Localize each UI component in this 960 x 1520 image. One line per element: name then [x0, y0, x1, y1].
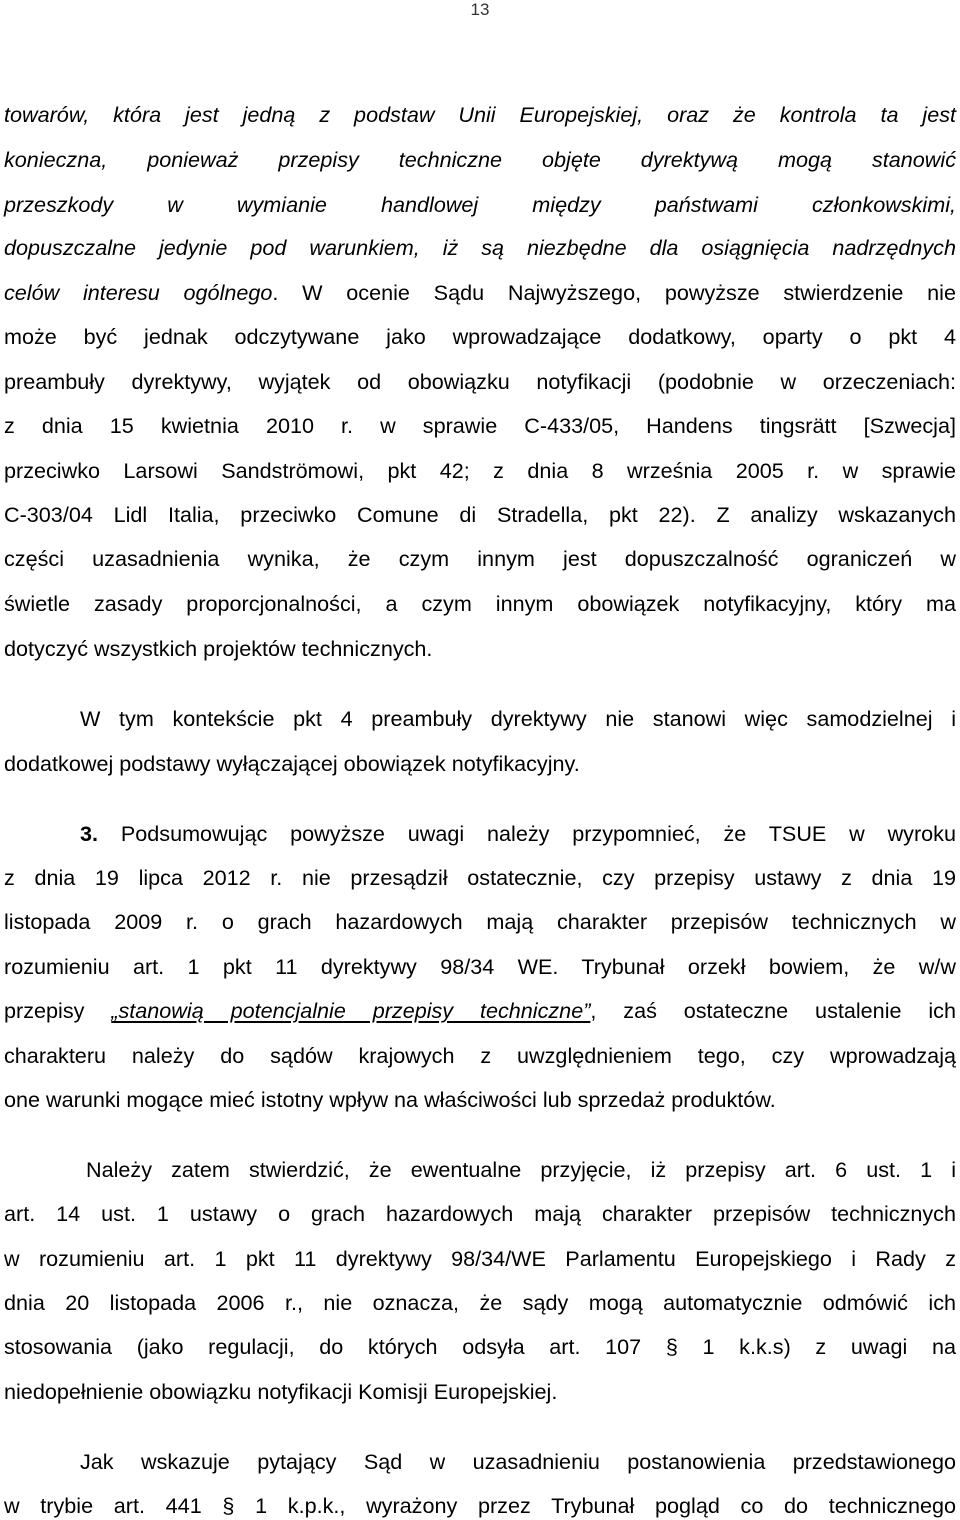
paragraph-4-line [4, 1335, 956, 1359]
paragraph-3-line [4, 955, 956, 979]
paragraph-1-line [4, 370, 956, 394]
text-run: przeciwko Larsowi Sandströmowi, pkt 42; z dnia 8 września 2005 r. w sprawie [4, 458, 956, 483]
text-run: Należy zatem stwierdzić, że ewentualne przyjęcie, iż przepisy art. 6 ust. 1 i [86, 1157, 956, 1182]
text-run: art. 14 ust. 1 ustawy o grach hazardowych mają charakter przepisów technicznych [4, 1201, 956, 1226]
paragraph-1-line [4, 281, 956, 305]
text-run: rozumieniu art. 1 pkt 11 dyrektywy 98/34 WE. Trybunał orzekł bowiem, że w/w [4, 954, 956, 979]
text-run: z dnia 19 lipca 2012 r. nie przesądził ostatecznie, czy przepisy ustawy z dnia 19 [4, 865, 956, 890]
paragraph-3-line [4, 1044, 956, 1068]
text-run: dopuszczalne jedynie pod warunkiem, iż są niezbędne dla osiągnięcia nadrzędnych [4, 235, 956, 260]
paragraph-4-line [4, 1202, 956, 1226]
text-run: . W ocenie Sądu Najwyższego, powyższe stwierdzenie nie [272, 280, 956, 305]
page-number: 13 [470, 0, 490, 19]
text-run: towarów, która jest jedną z podstaw Unii Europejskiej, oraz że kontrola ta jest [4, 102, 956, 127]
paragraph-4-line [86, 1158, 956, 1182]
text-run: , zaś ostateczne ustalenie ich [590, 998, 956, 1023]
text-run: Jak wskazuje pytający Sąd w uzasadnieniu postanowienia przedstawionego [80, 1449, 956, 1474]
text-run: dnia 20 listopada 2006 r., nie oznacza, że sądy mogą automatycznie odmówić ich [4, 1290, 956, 1315]
paragraph-1-line [4, 325, 956, 349]
text-run: przepisy [4, 998, 112, 1023]
paragraph-1-line [4, 148, 956, 172]
text-run: stosowania (jako regulacji, do których odsyła art. 107 § 1 k.k.s) z uwagi na [4, 1334, 956, 1359]
paragraph-3-line [4, 999, 956, 1023]
paragraph-1-line [4, 547, 956, 571]
paragraph-5-line [80, 1450, 956, 1474]
paragraph-1-line [4, 637, 956, 661]
paragraph-1-line [4, 103, 956, 127]
paragraph-4-line [4, 1247, 956, 1271]
text-run: „stanowią potencjalnie przepisy techniczne” [111, 998, 591, 1023]
text-run: z dnia 15 kwietnia 2010 r. w sprawie C-433/05, Handens tingsrätt [Szwecja] [4, 413, 956, 438]
paragraph-3-line [4, 866, 956, 890]
text-run: C-303/04 Lidl Italia, przeciwko Comune di Stradella, pkt 22). Z analizy wskazanych [4, 502, 956, 527]
text-run: może być jednak odczytywane jako wprowadzające dodatkowy, oparty o pkt 4 [4, 324, 956, 349]
text-run: w rozumieniu art. 1 pkt 11 dyrektywy 98/34/WE Parlamentu Europejskiego i Rady z [4, 1246, 956, 1271]
text-run: dotyczyć wszystkich projektów technicznych. [4, 636, 433, 661]
paragraph-2-line [80, 707, 956, 731]
paragraph-1-line [4, 236, 956, 260]
paragraph-1-line [4, 193, 956, 217]
paragraph-3-line [80, 822, 956, 846]
paragraph-3-line [4, 910, 956, 934]
paragraph-1-line [4, 459, 956, 483]
text-run: 3. [80, 821, 99, 846]
paragraph-1-line [4, 414, 956, 438]
paragraph-2-line [4, 752, 956, 776]
text-run: W tym kontekście pkt 4 preambuły dyrektywy nie stanowi więc samodzielnej i [80, 706, 956, 731]
text-run: części uzasadnienia wynika, że czym innym jest dopuszczalność ograniczeń w [4, 546, 956, 571]
text-run: przeszkody w wymianie handlowej między państwami członkowskimi, [4, 192, 956, 217]
paragraph-4-line [4, 1380, 956, 1404]
text-run: konieczna, ponieważ przepisy techniczne objęte dyrektywą mogą stanowić [4, 147, 956, 172]
text-run: one warunki mogące mieć istotny wpływ na właściwości lub sprzedaż produktów. [4, 1087, 776, 1112]
text-run: celów interesu ogólnego [4, 280, 273, 305]
paragraph-1-line [4, 592, 956, 616]
text-run: preambuły dyrektywy, wyjątek od obowiązku notyfikacji (podobnie w orzeczeniach: [4, 369, 956, 394]
paragraph-3-line [4, 1088, 956, 1112]
text-run: niedopełnienie obowiązku notyfikacji Komisji Europejskiej. [4, 1379, 558, 1404]
paragraph-4-line [4, 1291, 956, 1315]
paragraph-5-line [4, 1494, 956, 1518]
text-run: świetle zasady proporcjonalności, a czym innym obowiązek notyfikacyjny, który ma [4, 591, 956, 616]
paragraph-1-line [4, 503, 956, 527]
text-run: Podsumowując powyższe uwagi należy przypomnieć, że TSUE w wyroku [98, 821, 956, 846]
text-run: dodatkowej podstawy wyłączającej obowiązek notyfikacyjny. [4, 751, 580, 776]
text-run: w trybie art. 441 § 1 k.p.k., wyrażony przez Trybunał pogląd co do technicznego [4, 1493, 956, 1518]
text-run: charakteru należy do sądów krajowych z uwzględnieniem tego, czy wprowadzają [4, 1043, 956, 1068]
text-run: listopada 2009 r. o grach hazardowych mają charakter przepisów technicznych w [4, 909, 956, 934]
